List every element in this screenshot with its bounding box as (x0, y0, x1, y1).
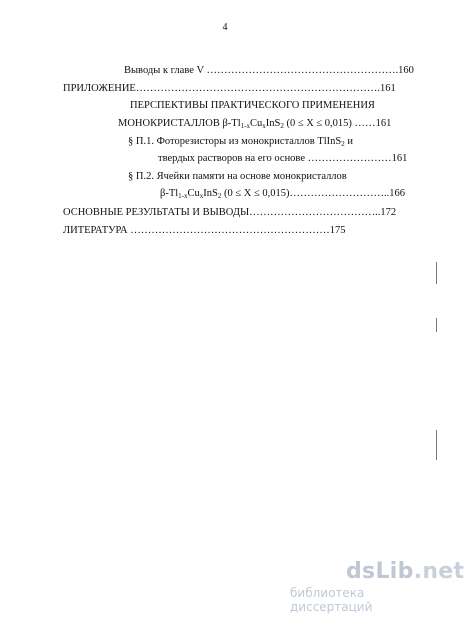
watermark-logo (290, 559, 464, 584)
toc-entry-appendix[interactable] (63, 82, 436, 95)
toc-range: (0 ≤ X ≤ 0,015) …… (283, 118, 376, 129)
toc-range: (0 ≤ X ≤ 0,015) (221, 188, 290, 199)
formula-subscript: 2 (217, 192, 222, 200)
scan-edge-mark (436, 430, 437, 460)
toc-page-number: 166 (389, 188, 405, 199)
toc-entry-p1-line1[interactable] (128, 135, 436, 151)
toc-leader: ……………………………………………………………. (135, 83, 380, 94)
toc-entry-p2-line1[interactable] (128, 170, 436, 183)
formula-subscript: 1-x (178, 192, 188, 200)
toc-entry-prospects-line1[interactable] (130, 99, 440, 112)
toc-leader: …………………… (305, 153, 392, 164)
toc-leader: ………………………………………………. (203, 65, 399, 76)
dslib-watermark (290, 559, 464, 614)
toc-entry-title: ОСНОВНЫЕ РЕЗУЛЬТАТЫ И ВЫВОДЫ (63, 207, 250, 218)
toc-entry-formula-prefix: β-Tl (160, 188, 179, 199)
toc-entry-p1-line2[interactable] (158, 152, 436, 165)
toc-leader: ………………………………………………… (127, 225, 330, 236)
toc-page-number: 160 (398, 65, 414, 76)
toc-leader: ……………………….. (289, 188, 390, 199)
toc-entry-prospects-line2[interactable] (118, 117, 436, 133)
page-number: 4 (222, 22, 228, 33)
toc-entry-title: Выводы к главе V (124, 65, 204, 76)
formula-part: Cu (249, 118, 263, 129)
formula-subscript: 2 (280, 122, 284, 130)
toc-page-number: 161 (375, 118, 392, 129)
toc-page-number: 161 (379, 83, 396, 94)
toc-entry-title: § П.2. Ячейки памяти на основе монокристаллов (128, 171, 347, 182)
toc-entry-title: ПРИЛОЖЕНИЕ (63, 83, 136, 94)
toc-entry-title: твердых растворов на его основе (158, 153, 305, 164)
toc-entry-results[interactable] (63, 206, 436, 219)
toc-entry-title-suffix: и (344, 136, 354, 147)
watermark-logo-main: dsLib (346, 559, 414, 584)
formula-subscript: 1-x (240, 122, 250, 130)
toc-page-number: 175 (329, 225, 346, 236)
formula-part: InS (203, 188, 218, 199)
watermark-subtitle: библиотека диссертаций (290, 586, 373, 614)
scan-edge-mark (436, 318, 437, 332)
formula-part: Cu (187, 188, 200, 199)
formula-subscript: x (262, 122, 266, 130)
watermark-logo-tld: .net (413, 559, 464, 584)
formula-subscript: 2 (341, 140, 345, 148)
toc-page-number: 172 (380, 207, 397, 218)
formula-subscript: x (199, 192, 204, 200)
toc-entry-literature[interactable] (63, 224, 436, 237)
toc-page-number: 161 (391, 153, 408, 164)
formula-part: InS (265, 118, 281, 129)
toc-entry-title: ЛИТЕРАТУРА (63, 225, 128, 236)
toc-entry-conclusions-v[interactable] (124, 64, 436, 77)
scan-edge-mark (436, 262, 437, 284)
toc-entry-formula-prefix: МОНОКРИСТАЛЛОВ β-Tl (118, 118, 241, 129)
toc-entry-p2-line2[interactable] (160, 187, 436, 203)
toc-leader: ……………………………….. (249, 207, 381, 218)
toc-entry-title: ПЕРСПЕКТИВЫ ПРАКТИЧЕСКОГО ПРИМЕНЕНИЯ (130, 100, 375, 111)
toc-entry-title: § П.1. Фоторезисторы из монокристаллов TlInS (128, 136, 342, 147)
